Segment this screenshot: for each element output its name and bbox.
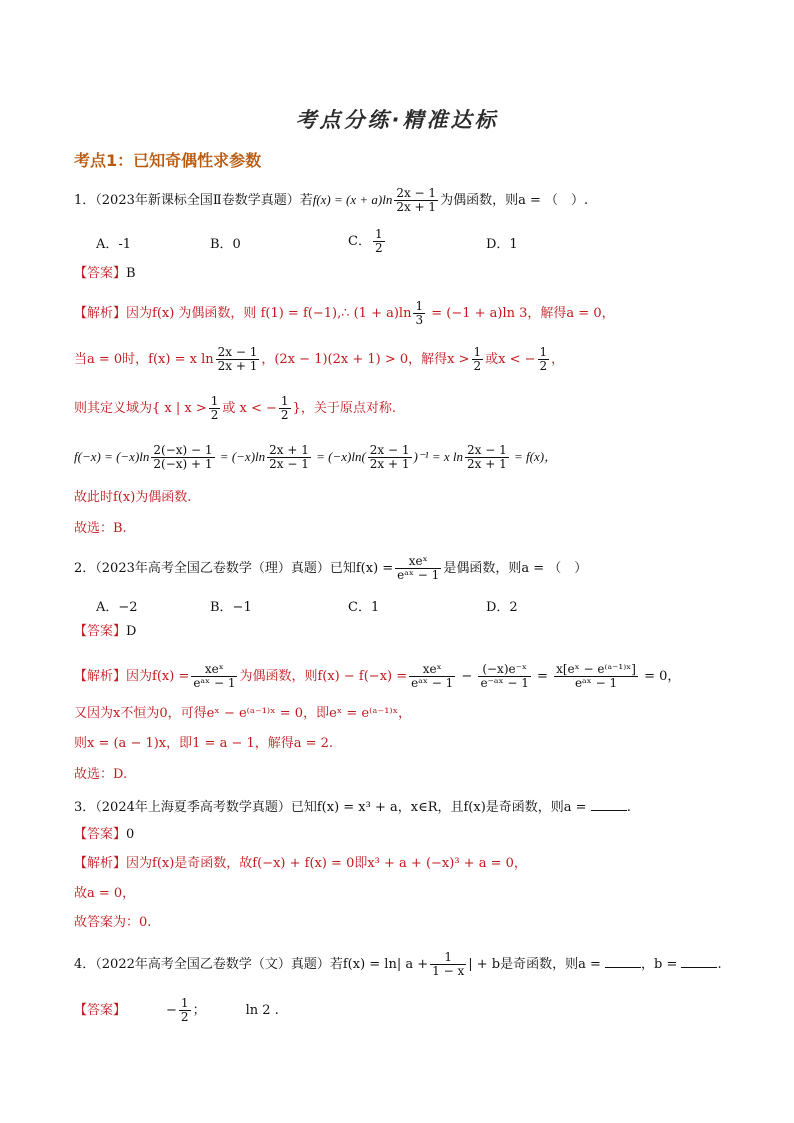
q4-stem-post: . bbox=[717, 957, 722, 972]
q2-frac-num: xeˣ bbox=[395, 555, 441, 569]
q1-a1-den: 3 bbox=[415, 313, 424, 327]
q1-option-c-den: 2 bbox=[374, 241, 383, 255]
q2-a1-frac3 bbox=[478, 663, 530, 690]
q1-option-c[interactable] bbox=[348, 228, 387, 255]
q1-a4-den3: 2x + 1 bbox=[369, 457, 410, 471]
q2-a1-m2: − bbox=[457, 669, 477, 684]
q1-analysis-6: 故选：B. bbox=[74, 521, 127, 536]
q2-a1-frac4 bbox=[554, 663, 638, 690]
q1-a2-frac2 bbox=[472, 346, 484, 373]
q2-a1-den1: eᵃˣ − 1 bbox=[193, 676, 236, 690]
q1-frac bbox=[394, 187, 438, 214]
q4-answer-label: 【答案】 bbox=[74, 1003, 127, 1018]
q1-stem-pre: 1．（2023年新课标全国Ⅱ卷数学真题）若 bbox=[74, 193, 313, 208]
q3-analysis-3: 故答案为：0. bbox=[74, 915, 152, 930]
q2-stem-post: 是偶函数，则a = （ ） bbox=[443, 561, 588, 576]
q2-option-d[interactable]: D．2 bbox=[486, 600, 518, 615]
q3-answer-label: 【答案】 bbox=[74, 827, 127, 842]
q4-answer bbox=[74, 997, 279, 1024]
q2-analysis-label: 【解析】 bbox=[74, 669, 127, 684]
q2-a1-num4: x[eˣ − e⁽ᵃ⁻¹⁾ˣ] bbox=[556, 662, 636, 676]
q1-a2-den3: 2 bbox=[539, 359, 548, 373]
q1-a2-pre: 当a = 0时，f(x) = x ln bbox=[74, 352, 214, 367]
q2-a1-post: = 0， bbox=[639, 669, 681, 684]
q1-analysis-3 bbox=[74, 395, 396, 422]
q3-answer-value: 0 bbox=[126, 827, 135, 842]
q2-a1-den4: eᵃˣ − 1 bbox=[574, 676, 618, 690]
q1-a4-den2: 2x − 1 bbox=[269, 457, 309, 471]
q4-ans-a-sign: − bbox=[166, 1003, 177, 1018]
q4-ans-sep: ； bbox=[192, 1003, 206, 1018]
q4-ans-a-den: 2 bbox=[180, 1010, 189, 1024]
q2-answer-label: 【答案】 bbox=[74, 624, 127, 639]
q1-a4-frac2 bbox=[267, 444, 311, 471]
q3-stem-post: . bbox=[626, 800, 631, 815]
q1-a3-frac2 bbox=[279, 395, 291, 422]
q2-frac bbox=[395, 555, 441, 582]
q1-option-d[interactable]: D．1 bbox=[486, 237, 518, 252]
q3-stem bbox=[74, 798, 631, 818]
q4-stem-mid: | + b是奇函数，则a = bbox=[468, 957, 605, 972]
q1-option-b[interactable]: B．0 bbox=[210, 237, 241, 252]
q1-a2-den: 2x + 1 bbox=[217, 359, 258, 373]
q2-a1-den2: eᵃˣ − 1 bbox=[411, 676, 454, 690]
q1-a4-num2: 2x + 1 bbox=[269, 443, 309, 457]
q1-a1-pre: 因为f(x) 为偶函数，则 f(1) = f(−1),∴ (1 + a)ln bbox=[126, 306, 412, 321]
q2-option-c[interactable]: C．1 bbox=[348, 600, 380, 615]
q2-a1-den3: e⁻ᵃˣ − 1 bbox=[480, 676, 529, 690]
q4-frac-den: 1 − x bbox=[432, 964, 465, 978]
q1-a3-pre: 则其定义域为{ x | x > bbox=[74, 401, 207, 416]
q1-frac-den: 2x + 1 bbox=[396, 200, 437, 214]
q2-a1-pre: 因为f(x) = bbox=[126, 669, 190, 684]
q4-frac bbox=[430, 951, 466, 978]
q1-a1-num: 1 bbox=[415, 299, 424, 313]
q1-stem bbox=[74, 187, 588, 214]
q1-a2-den2: 2 bbox=[473, 359, 482, 373]
q4-ans-a-num: 1 bbox=[180, 996, 189, 1010]
q4-stem bbox=[74, 951, 722, 978]
q1-a4-den4: 2x + 1 bbox=[467, 457, 507, 471]
q1-a2-num3: 1 bbox=[539, 345, 548, 359]
q3-analysis-label: 【解析】 bbox=[74, 856, 127, 871]
q1-a3-num2: 1 bbox=[280, 394, 289, 408]
q2-option-a[interactable]: A．−2 bbox=[96, 600, 138, 615]
q2-stem bbox=[74, 555, 587, 582]
q2-answer bbox=[74, 622, 136, 642]
q1-answer-value: B bbox=[126, 266, 136, 281]
q3-answer bbox=[74, 825, 134, 845]
q1-a3-frac bbox=[209, 395, 221, 422]
q1-a2-mid2: 或x < − bbox=[485, 352, 536, 367]
q1-a4-num1: 2(−x) − 1 bbox=[153, 443, 213, 457]
q1-analysis-4 bbox=[74, 444, 557, 471]
q1-a4-m2: = (−x)ln( bbox=[312, 449, 366, 464]
q1-analysis-label: 【解析】 bbox=[74, 306, 127, 321]
q2-a1-m3: = bbox=[532, 669, 553, 684]
q1-a2-mid: ，(2x − 1)(2x + 1) > 0，解得x > bbox=[261, 352, 470, 367]
q1-a4-num3: 2x − 1 bbox=[369, 443, 410, 457]
q1-a3-den2: 2 bbox=[280, 408, 289, 422]
q2-frac-den: eᵃˣ − 1 bbox=[397, 568, 440, 582]
q3-analysis-1 bbox=[74, 854, 527, 874]
q1-a3-post: }，关于原点对称. bbox=[292, 401, 396, 416]
q1-a4-m3: )⁻¹ = x ln bbox=[413, 449, 464, 464]
q3-analysis-2: 故a = 0， bbox=[74, 886, 136, 901]
q2-answer-value: D bbox=[126, 624, 137, 639]
q1-analysis-2 bbox=[74, 346, 564, 373]
q2-a1-m1: 为偶函数，则f(x) − f(−x) = bbox=[239, 669, 408, 684]
q4-ans-b: ln 2 . bbox=[245, 1003, 279, 1018]
q2-stem-pre: 2．（2023年高考全国乙卷数学（理）真题）已知f(x) = bbox=[74, 561, 394, 576]
q1-option-c-num: 1 bbox=[374, 227, 383, 241]
q2-analysis-4: 故选：D. bbox=[74, 767, 128, 782]
q1-a4-frac1 bbox=[151, 444, 214, 471]
q2-a1-frac2 bbox=[409, 663, 455, 690]
q1-a2-num: 2x − 1 bbox=[217, 345, 258, 359]
q1-a2-num2: 1 bbox=[473, 345, 482, 359]
q4-ans-a-frac bbox=[179, 997, 191, 1024]
q1-a4-pre: f(−x) = (−x)ln bbox=[74, 449, 150, 464]
q2-a1-num2: xeˣ bbox=[409, 663, 455, 677]
q2-analysis-3: 则x = (a − 1)x，即1 = a − 1，解得a = 2. bbox=[74, 736, 334, 751]
q2-a1-frac1 bbox=[191, 663, 237, 690]
q4-stem-mid2: ，b = bbox=[641, 957, 682, 972]
q1-option-c-frac bbox=[373, 228, 385, 255]
q2-analysis-2: 又因为x不恒为0，可得eˣ − e⁽ᵃ⁻¹⁾ˣ = 0，即eˣ = e⁽ᵃ⁻¹⁾ˣ， bbox=[74, 706, 412, 721]
q1-a1-frac bbox=[413, 300, 425, 327]
q1-answer-label: 【答案】 bbox=[74, 266, 127, 281]
q1-a3-mid: 或 x < − bbox=[222, 401, 277, 416]
q3-stem-pre: 3．（2024年上海夏季高考数学真题）已知f(x) = x³ + a，x∈R，且f(x)是奇函数，则a = bbox=[74, 800, 591, 815]
q1-func: f(x) = (x + a)ln bbox=[312, 192, 393, 207]
q1-a2-frac bbox=[216, 346, 260, 373]
q2-option-b[interactable]: B．−1 bbox=[210, 600, 252, 615]
q3-a1: 因为f(x)是奇函数，故f(−x) + f(x) = 0即x³ + a + (−x)³ + a = 0， bbox=[126, 856, 527, 871]
q1-a1-post: = (−1 + a)ln 3，解得a = 0， bbox=[427, 306, 615, 321]
q1-option-c-label: C． bbox=[348, 234, 371, 249]
q1-stem-post: 为偶函数，则a = （ ）. bbox=[440, 193, 589, 208]
q2-a1-num1: xeˣ bbox=[191, 663, 237, 677]
q1-a4-frac4 bbox=[465, 444, 509, 471]
q3-blank[interactable] bbox=[591, 798, 627, 811]
section-heading: 考点1：已知奇偶性求参数 bbox=[74, 151, 262, 170]
q1-a3-num: 1 bbox=[210, 394, 219, 408]
q1-answer bbox=[74, 264, 136, 284]
q1-analysis-1 bbox=[74, 300, 615, 327]
q1-a2-frac3 bbox=[538, 346, 550, 373]
q1-a3-den: 2 bbox=[210, 408, 219, 422]
q4-blank-b[interactable] bbox=[681, 955, 717, 968]
q1-a4-num4: 2x − 1 bbox=[467, 443, 507, 457]
q2-analysis-1 bbox=[74, 663, 680, 690]
page-title: 考点分练·精准达标 bbox=[295, 108, 499, 132]
q1-frac-num: 2x − 1 bbox=[396, 186, 437, 200]
q2-a1-num3: (−x)e⁻ˣ bbox=[478, 663, 530, 677]
q4-stem-pre: 4．（2022年高考全国乙卷数学（文）真题）若f(x) = ln| a + bbox=[74, 957, 429, 972]
q1-a4-den1: 2(−x) + 1 bbox=[153, 457, 213, 471]
q1-a4-post: = f(x)， bbox=[510, 449, 558, 464]
q4-frac-num: 1 bbox=[430, 951, 466, 965]
q1-a4-m1: = (−x)ln bbox=[216, 449, 266, 464]
q1-analysis-5: 故此时f(x)为偶函数. bbox=[74, 490, 192, 505]
q1-option-a[interactable]: A．-1 bbox=[96, 237, 132, 252]
q1-a2-end: ， bbox=[551, 352, 565, 367]
q4-blank-a[interactable] bbox=[605, 955, 641, 968]
q1-a4-frac3 bbox=[368, 444, 412, 471]
